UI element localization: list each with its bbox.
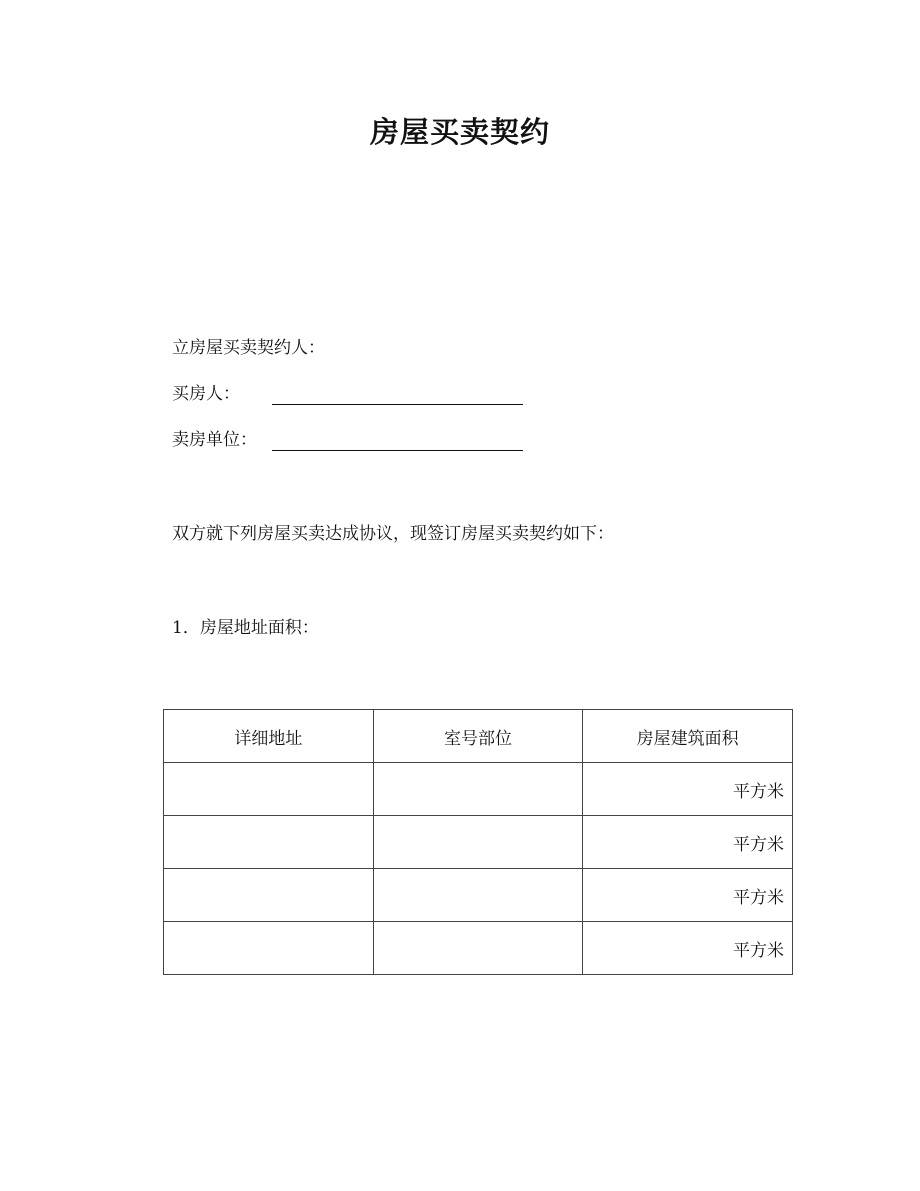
table-row xyxy=(164,816,793,869)
seller-label: 卖房单位： xyxy=(172,430,257,450)
section-1-heading: 1．房屋地址面积： xyxy=(172,618,319,638)
address-cell xyxy=(164,922,374,975)
header-address: 详细地址 xyxy=(164,710,374,763)
room-cell xyxy=(373,922,583,975)
address-cell xyxy=(164,816,374,869)
table-row xyxy=(164,763,793,816)
buyer-label: 买房人： xyxy=(172,384,240,404)
agreement-text: 双方就下列房屋买卖达成协议，现签订房屋买卖契约如下： xyxy=(172,524,614,544)
table-row xyxy=(164,869,793,922)
seller-blank-line xyxy=(272,450,523,451)
room-cell xyxy=(373,763,583,816)
document-title: 房屋买卖契约 xyxy=(369,115,550,149)
area-unit-cell: 平方米 xyxy=(583,922,793,975)
property-area-table xyxy=(163,709,793,975)
table-row xyxy=(164,922,793,975)
parties-heading: 立房屋买卖契约人： xyxy=(172,338,325,358)
header-area: 房屋建筑面积 xyxy=(583,710,793,763)
room-cell xyxy=(373,869,583,922)
header-room: 室号部位 xyxy=(373,710,583,763)
buyer-row xyxy=(172,382,532,408)
area-unit-cell: 平方米 xyxy=(583,816,793,869)
address-cell xyxy=(164,869,374,922)
seller-row xyxy=(172,428,532,454)
area-unit-cell: 平方米 xyxy=(583,763,793,816)
area-unit-cell: 平方米 xyxy=(583,869,793,922)
buyer-blank-line xyxy=(272,404,523,405)
table-header-row xyxy=(164,710,793,763)
address-cell xyxy=(164,763,374,816)
room-cell xyxy=(373,816,583,869)
